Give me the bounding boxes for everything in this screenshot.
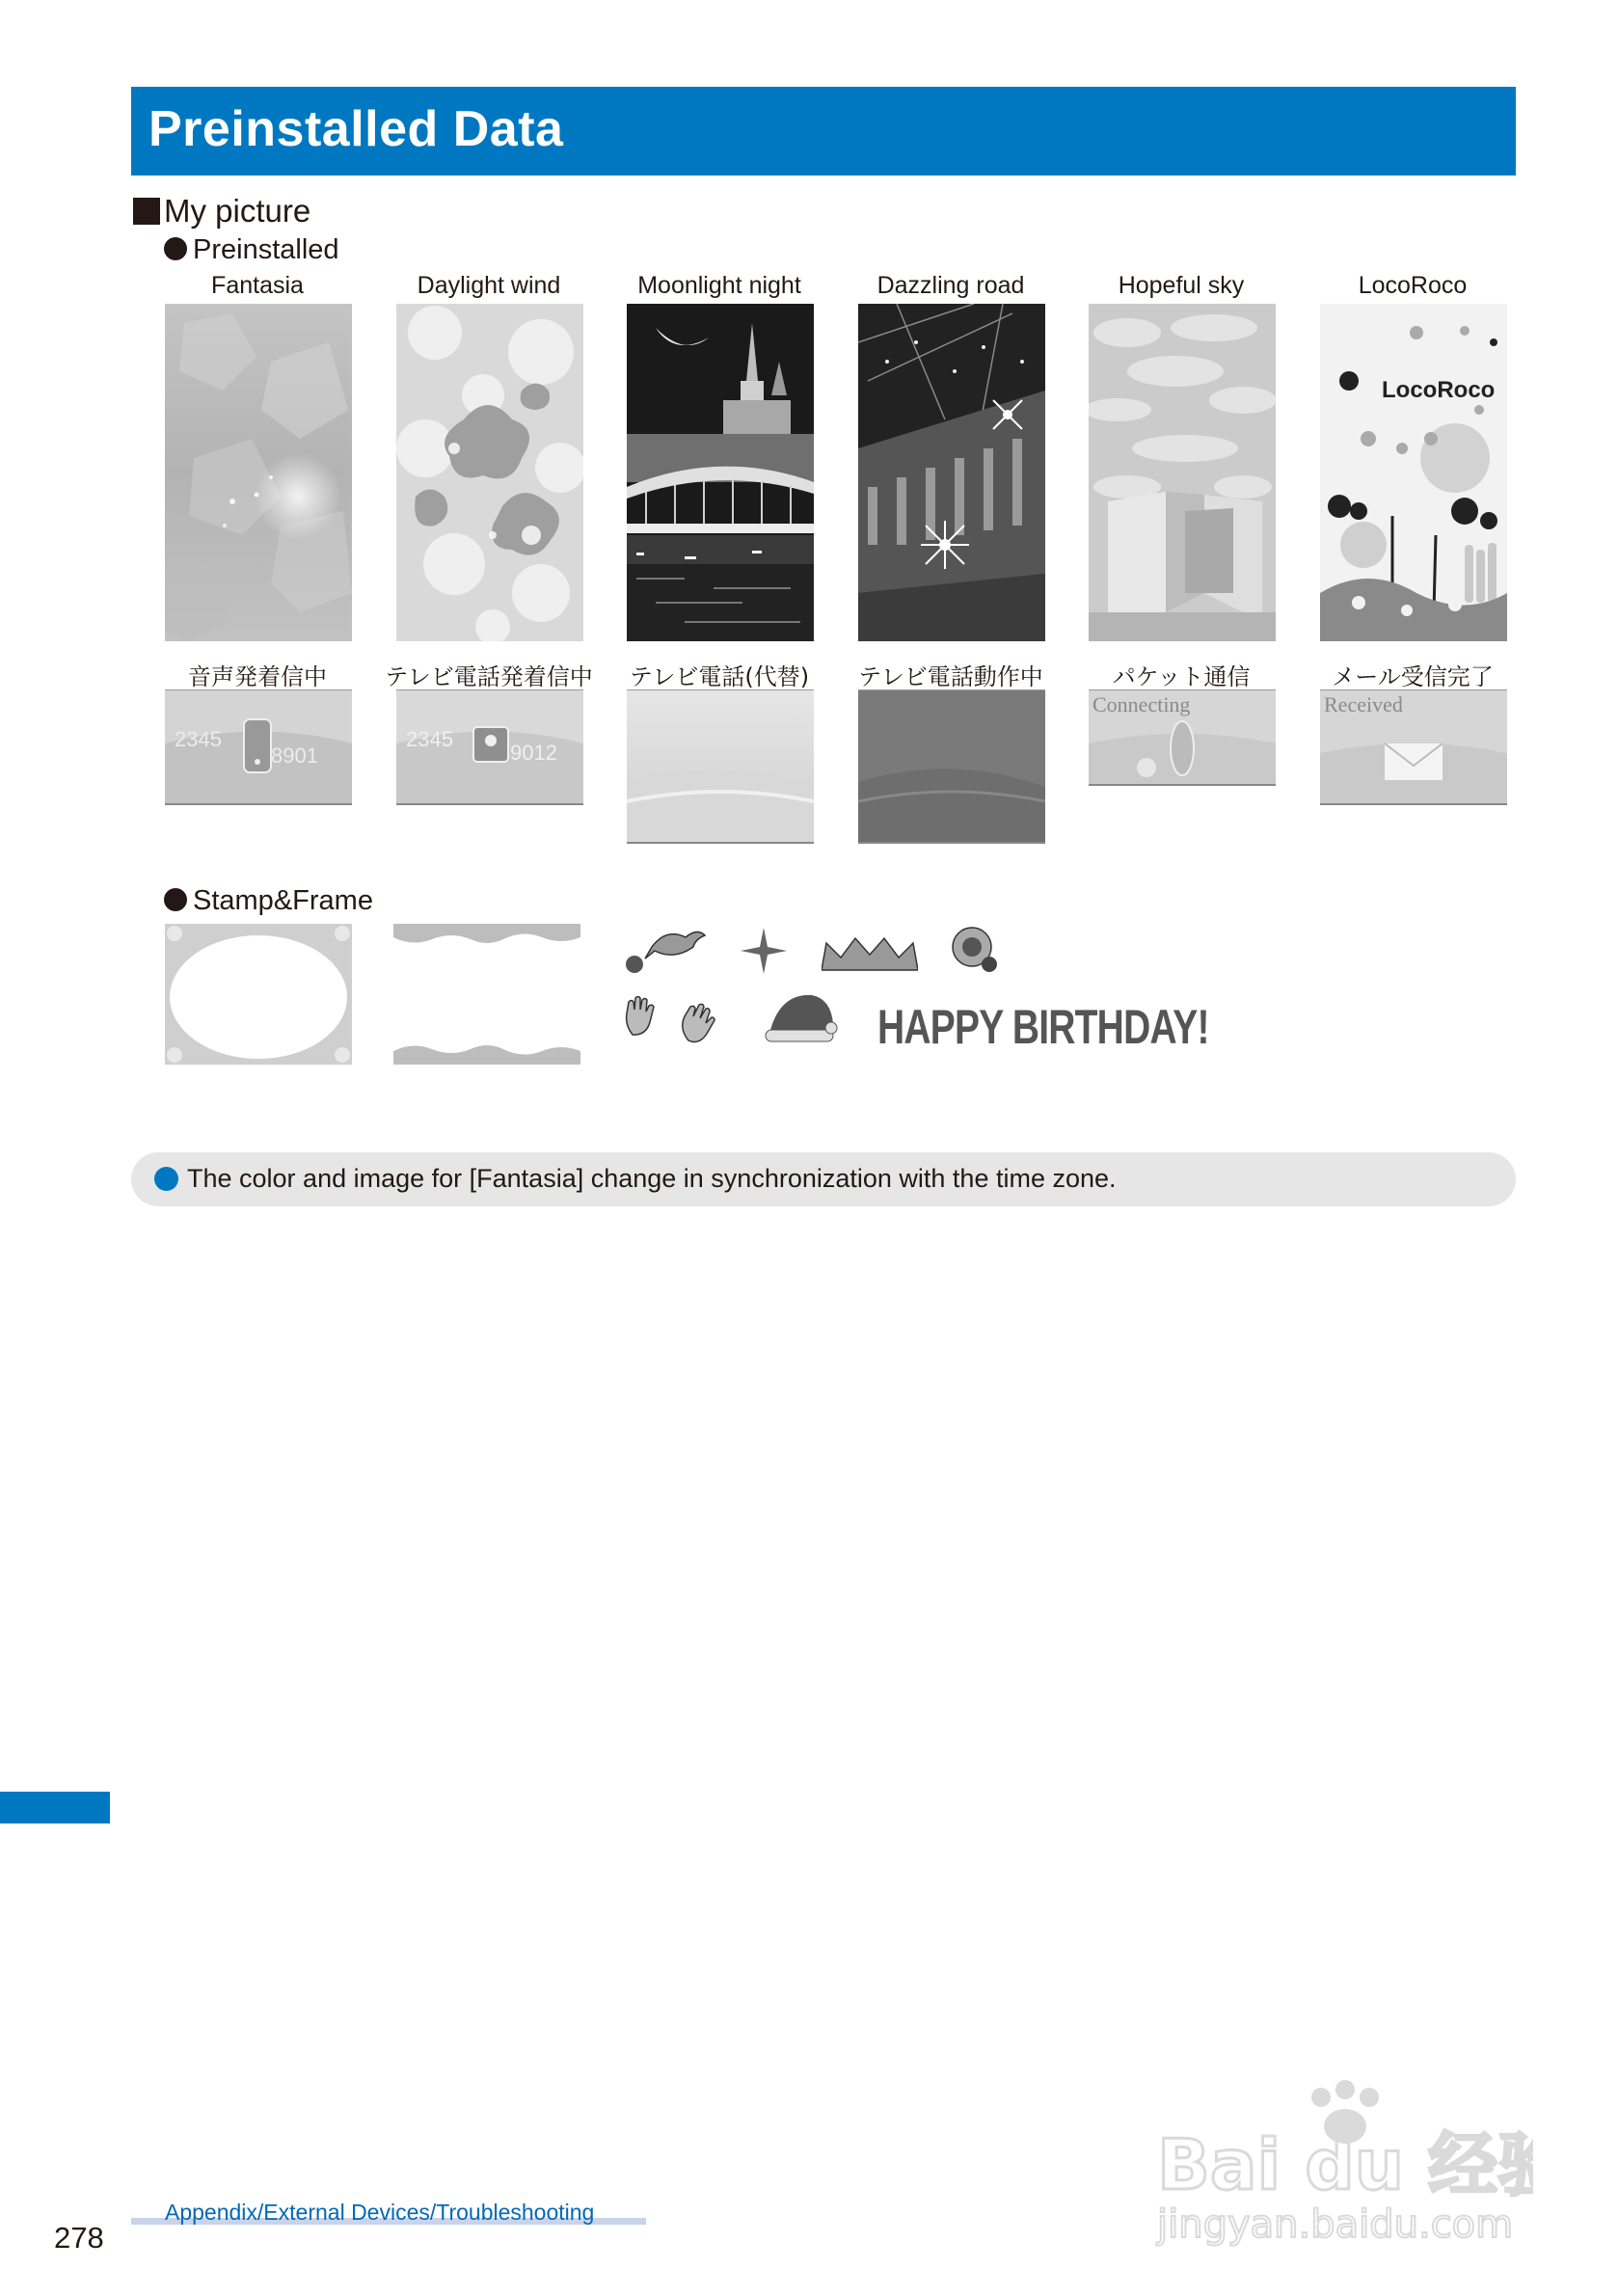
page-title: Preinstalled Data	[148, 101, 564, 157]
screen-caption-mail-received: メール受信完了	[1332, 663, 1494, 690]
crown-stamp-icon	[822, 933, 918, 972]
screen-caption-packet-communication: パケット通信	[1112, 663, 1251, 690]
dove-flower-stamp-icon	[625, 926, 708, 976]
screen-voice-call	[165, 689, 352, 805]
picture-caption-fantasia: Fantasia	[211, 272, 304, 299]
screen-videophone-active	[858, 689, 1045, 844]
picture-locoroco	[1320, 304, 1507, 641]
stamp-frame-heading-text: Stamp&Frame	[193, 885, 373, 916]
voice-digits-left: 2345	[175, 727, 222, 751]
happy-birthday-stamp: HAPPY BIRTHDAY!	[877, 1000, 1209, 1054]
picture-caption-moonlight-night: Moonlight night	[637, 272, 801, 299]
picture-hopeful-sky	[1089, 304, 1276, 641]
stamp-frame-heading	[164, 885, 373, 917]
frame-lace-border	[393, 924, 580, 1065]
circle-bullet-icon	[164, 888, 187, 911]
hand-wave-stamp-icon	[679, 997, 727, 1045]
picture-caption-hopeful-sky: Hopeful sky	[1118, 272, 1245, 299]
locoroco-logo-text: LocoRoco	[1382, 377, 1496, 403]
screen-mail-received	[1320, 689, 1507, 805]
picture-dazzling-road	[858, 304, 1045, 641]
preinstalled-heading-text: Preinstalled	[193, 234, 339, 265]
picture-fantasia	[165, 304, 352, 641]
footer-section-label: Appendix/External Devices/Troubleshooting	[165, 2200, 595, 2225]
section-heading-text: My picture	[164, 193, 311, 229]
screen-videophone-substitute	[627, 689, 814, 844]
screen-caption-videophone-substitute: テレビ電話(代替)	[629, 663, 810, 690]
santa-hat-stamp-icon	[764, 989, 839, 1043]
square-bullet-icon	[133, 198, 160, 225]
packet-icon	[1171, 721, 1194, 775]
screen-caption-videophone-call: テレビ電話発着信中	[385, 663, 593, 690]
sunflower-stamp-icon	[951, 926, 999, 974]
hand-stamp-icon	[625, 996, 658, 1037]
note-text: The color and image for [Fantasia] change in synchronization with the time zone.	[187, 1164, 1117, 1193]
picture-caption-locoroco: LocoRoco	[1358, 272, 1468, 299]
picture-caption-daylight-wind: Daylight wind	[417, 272, 561, 299]
video-digits-right: 9012	[510, 741, 557, 765]
connecting-text: Connecting	[1092, 692, 1191, 716]
screen-caption-videophone-active: テレビ電話動作中	[858, 663, 1043, 690]
baidu-watermark	[1152, 2078, 1533, 2247]
section-heading	[133, 193, 310, 230]
frame-oval	[165, 924, 352, 1065]
watermark-line-2: jingyan.baidu.com	[1157, 2202, 1514, 2247]
picture-daylight-wind	[396, 304, 583, 641]
picture-caption-dazzling-road: Dazzling road	[876, 272, 1025, 299]
screen-videophone-call	[396, 689, 583, 805]
sparkle-stamp-icon	[741, 928, 787, 974]
note-box	[131, 1152, 1516, 1206]
envelope-icon	[1385, 743, 1443, 780]
chapter-tab	[0, 1792, 110, 1823]
watermark-line-1: Bai du 经验	[1157, 2124, 1533, 2205]
preinstalled-heading	[164, 234, 339, 266]
received-text: Received	[1324, 692, 1403, 716]
circle-bullet-icon	[164, 237, 187, 260]
screen-packet-communication	[1089, 689, 1276, 786]
screen-caption-voice-call: 音声発着信中	[188, 663, 327, 690]
picture-moonlight-night	[627, 304, 814, 641]
page-number: 278	[54, 2221, 104, 2255]
page-header	[131, 87, 1516, 176]
video-digits-left: 2345	[406, 727, 453, 751]
voice-digits-right: 8901	[271, 743, 318, 768]
note-bullet-icon	[154, 1167, 178, 1191]
